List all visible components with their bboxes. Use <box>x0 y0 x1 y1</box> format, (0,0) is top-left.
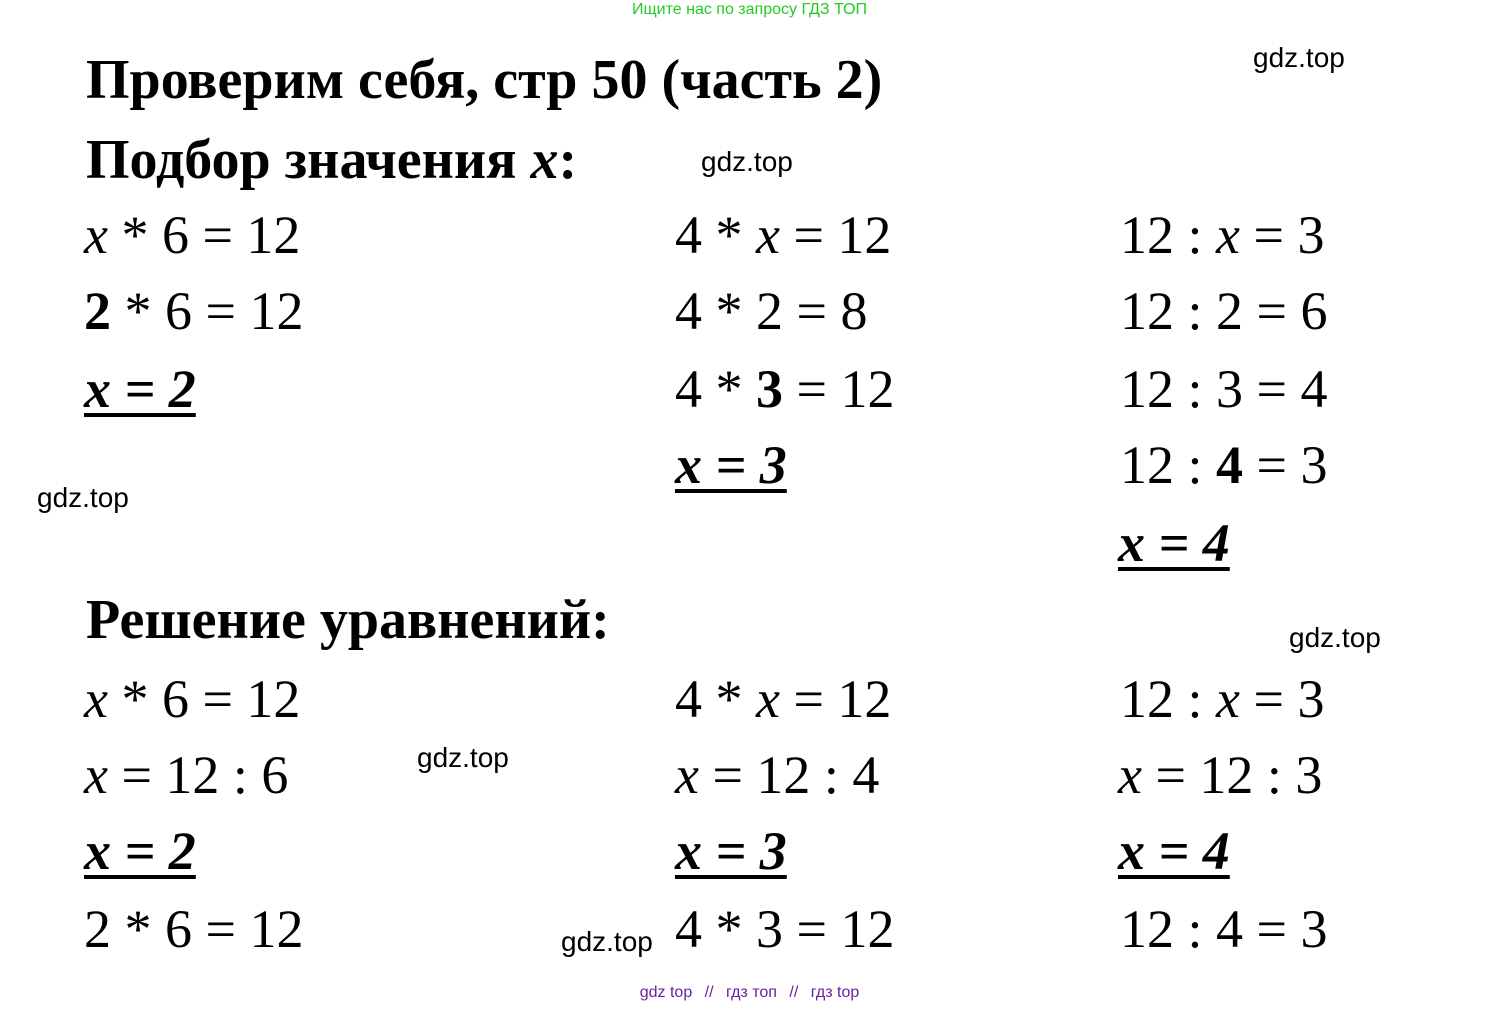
equation-line: 12 : x = 3 <box>1120 205 1325 265</box>
answer-line: x = 2 <box>84 359 196 419</box>
answer-line: x = 2 <box>84 821 196 881</box>
footer-link[interactable]: гдз топ <box>726 984 777 1001</box>
section-heading-selection: Подбор значения x: <box>86 129 578 191</box>
top-banner <box>0 1 1499 19</box>
equation-line: x * 6 = 12 <box>84 205 301 265</box>
equation-line: 2 * 6 = 12 <box>84 281 304 341</box>
footer-link[interactable]: gdz top <box>639 984 693 1001</box>
watermark: gdz.top <box>417 742 509 773</box>
answer-line: x = 3 <box>675 821 787 881</box>
equation-line: 12 : 4 = 3 <box>1120 435 1328 495</box>
equation-line: 12 : 3 = 4 <box>1120 359 1328 419</box>
watermark: gdz.top <box>1289 622 1381 653</box>
footer-separator: // <box>789 984 799 1001</box>
page-title: Проверим себя, стр 50 (часть 2) <box>86 49 883 111</box>
equation-line: 4 * x = 12 <box>675 205 892 265</box>
footer-links <box>0 984 1499 1002</box>
watermark: gdz.top <box>561 926 653 957</box>
equation-line: x = 12 : 4 <box>675 745 880 805</box>
equation-line: 4 * 2 = 8 <box>675 281 868 341</box>
equation-line: 4 * 3 = 12 <box>675 359 895 419</box>
section-heading-equations: Решение уравнений: <box>86 589 610 651</box>
watermark: gdz.top <box>1253 42 1345 73</box>
footer-link[interactable]: гдз top <box>810 984 860 1001</box>
watermark: gdz.top <box>37 482 129 513</box>
check-line: 4 * 3 = 12 <box>675 899 895 959</box>
answer-line: x = 3 <box>675 435 787 495</box>
equation-line: x * 6 = 12 <box>84 669 301 729</box>
answer-line: x = 4 <box>1118 513 1230 573</box>
footer-separator: // <box>704 984 714 1001</box>
equation-line: 12 : 2 = 6 <box>1120 281 1328 341</box>
answer-line: x = 4 <box>1118 821 1230 881</box>
watermark: gdz.top <box>701 146 793 177</box>
banner-text: Ищите нас по запросу ГДЗ ТОП <box>632 1 867 18</box>
equation-line: 4 * x = 12 <box>675 669 892 729</box>
equation-line: 12 : x = 3 <box>1120 669 1325 729</box>
check-line: 12 : 4 = 3 <box>1120 899 1328 959</box>
equation-line: x = 12 : 6 <box>84 745 289 805</box>
check-line: 2 * 6 = 12 <box>84 899 304 959</box>
equation-line: x = 12 : 3 <box>1118 745 1323 805</box>
